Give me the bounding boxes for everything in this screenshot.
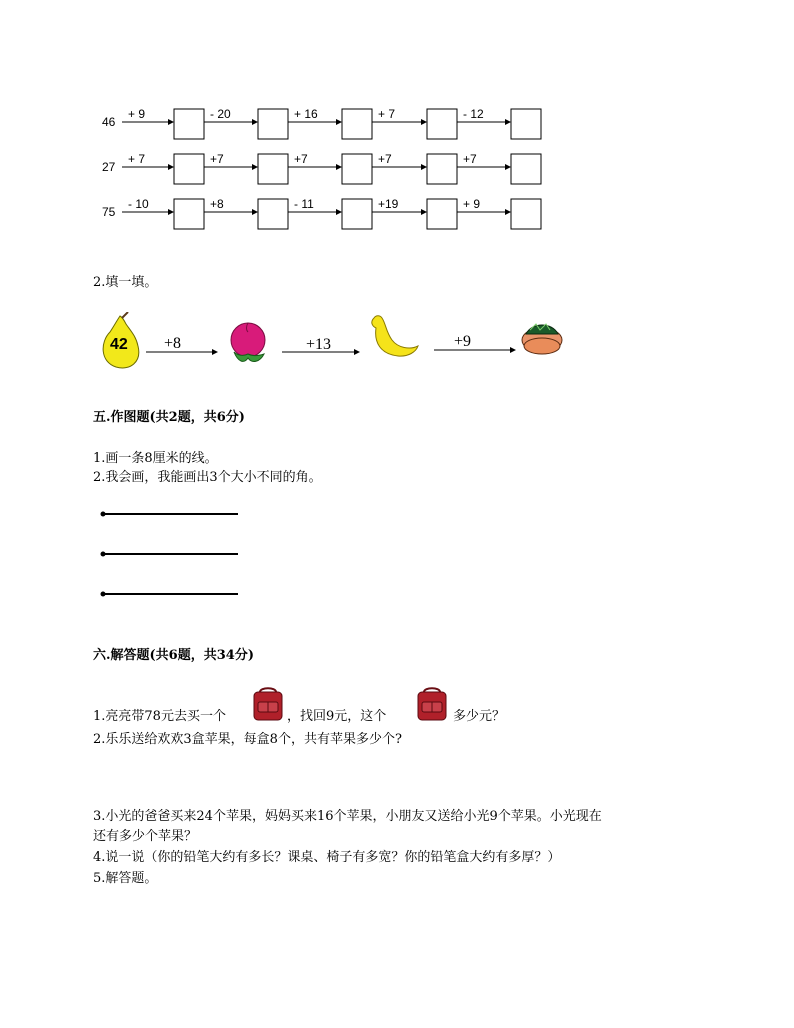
chain-start-number: 75 xyxy=(102,205,116,219)
chain-operation: + 9 xyxy=(128,107,146,121)
section6-heading: 六.解答题(共6题，共34分) xyxy=(93,648,254,663)
chain-operation: +7 xyxy=(378,152,392,166)
chain-operation: +7 xyxy=(294,152,308,166)
pineapple-icon xyxy=(522,324,562,354)
section6-q5: 5.解答题。 xyxy=(93,871,158,886)
op-3: +9 xyxy=(454,333,472,350)
op-1: +8 xyxy=(164,335,182,352)
answer-box[interactable] xyxy=(511,109,541,139)
chain-arrowhead xyxy=(252,209,258,215)
answer-box[interactable] xyxy=(511,199,541,229)
answer-box[interactable] xyxy=(511,154,541,184)
chain-arrowhead xyxy=(505,164,511,170)
chain-operation: + 16 xyxy=(294,107,318,121)
answer-box[interactable] xyxy=(427,199,457,229)
chain-operation: - 12 xyxy=(463,107,484,121)
chain-arrowhead xyxy=(252,164,258,170)
answer-box[interactable] xyxy=(342,199,372,229)
chain-arrowhead xyxy=(168,119,174,125)
chain-operation: +7 xyxy=(463,152,477,166)
section6-q4: 4.说一说（你的铅笔大约有多长？课桌、椅子有多宽？你的铅笔盒大约有多厚？） xyxy=(93,850,561,865)
pear-icon xyxy=(103,312,139,368)
section6-q2: 2.乐乐送给欢欢3盒苹果，每盒8个，共有苹果多少个? xyxy=(93,732,402,747)
chain-diagram xyxy=(100,104,550,234)
ray-line-2 xyxy=(100,551,240,557)
answer-box[interactable] xyxy=(174,109,204,139)
chain-arrowhead xyxy=(336,119,342,125)
chain-arrowhead xyxy=(421,119,427,125)
section6-q3-line1: 3.小光的爸爸买来24个苹果，妈妈买来16个苹果，小朋友又送给小光9个苹果。小光现在 xyxy=(93,809,602,824)
section6-q3-line2: 还有多少个苹果？ xyxy=(93,829,198,844)
chain-operation: +8 xyxy=(210,197,224,211)
answer-box[interactable] xyxy=(258,199,288,229)
arithmetic-chains xyxy=(100,104,550,234)
fill-title: 2.填一填。 xyxy=(93,275,158,290)
section5-q2: 2.我会画，我能画出3个大小不同的角。 xyxy=(93,470,322,485)
section5-heading: 五.作图题(共2题，共6分) xyxy=(93,410,245,425)
chain-arrowhead xyxy=(336,209,342,215)
chain-operation: - 20 xyxy=(210,107,231,121)
chain-operation: - 10 xyxy=(128,197,149,211)
answer-box[interactable] xyxy=(427,109,457,139)
answer-box[interactable] xyxy=(342,154,372,184)
schoolbag-icon xyxy=(412,686,452,722)
answer-box[interactable] xyxy=(258,154,288,184)
chain-operation: +7 xyxy=(210,152,224,166)
chain-operation: + 7 xyxy=(128,152,146,166)
chain-operation: - 11 xyxy=(294,197,314,211)
answer-box[interactable] xyxy=(427,154,457,184)
section6-q1-part-b: ，找回9元，这个 xyxy=(287,709,387,724)
schoolbag-icon xyxy=(248,686,288,722)
ray-line-3 xyxy=(100,591,240,597)
section5-q1: 1.画一条8厘米的线。 xyxy=(93,451,218,466)
chain-arrowhead xyxy=(168,164,174,170)
chain-arrowhead xyxy=(421,209,427,215)
op-2: +13 xyxy=(306,336,332,353)
chain-operation: +19 xyxy=(378,197,399,211)
answer-box[interactable] xyxy=(342,109,372,139)
chain-arrowhead xyxy=(252,119,258,125)
chain-arrowhead xyxy=(505,209,511,215)
fruit-chain xyxy=(98,312,578,372)
chain-operation: + 7 xyxy=(378,107,396,121)
banana-icon xyxy=(372,316,418,356)
chain-operation: + 9 xyxy=(463,197,481,211)
chain-arrowhead xyxy=(421,164,427,170)
answer-box[interactable] xyxy=(174,199,204,229)
chain-arrowhead xyxy=(505,119,511,125)
ray-line-1 xyxy=(100,511,240,517)
pear-number: 42 xyxy=(110,336,128,353)
section6-q1-part-a: 1.亮亮带78元去买一个 xyxy=(93,709,226,724)
chain-arrowhead xyxy=(336,164,342,170)
chain-start-number: 46 xyxy=(102,115,116,129)
section6-q1-part-c: 多少元？ xyxy=(453,709,506,724)
peach-icon xyxy=(231,323,265,361)
answer-box[interactable] xyxy=(258,109,288,139)
chain-arrowhead xyxy=(168,209,174,215)
chain-start-number: 27 xyxy=(102,160,116,174)
answer-box[interactable] xyxy=(174,154,204,184)
